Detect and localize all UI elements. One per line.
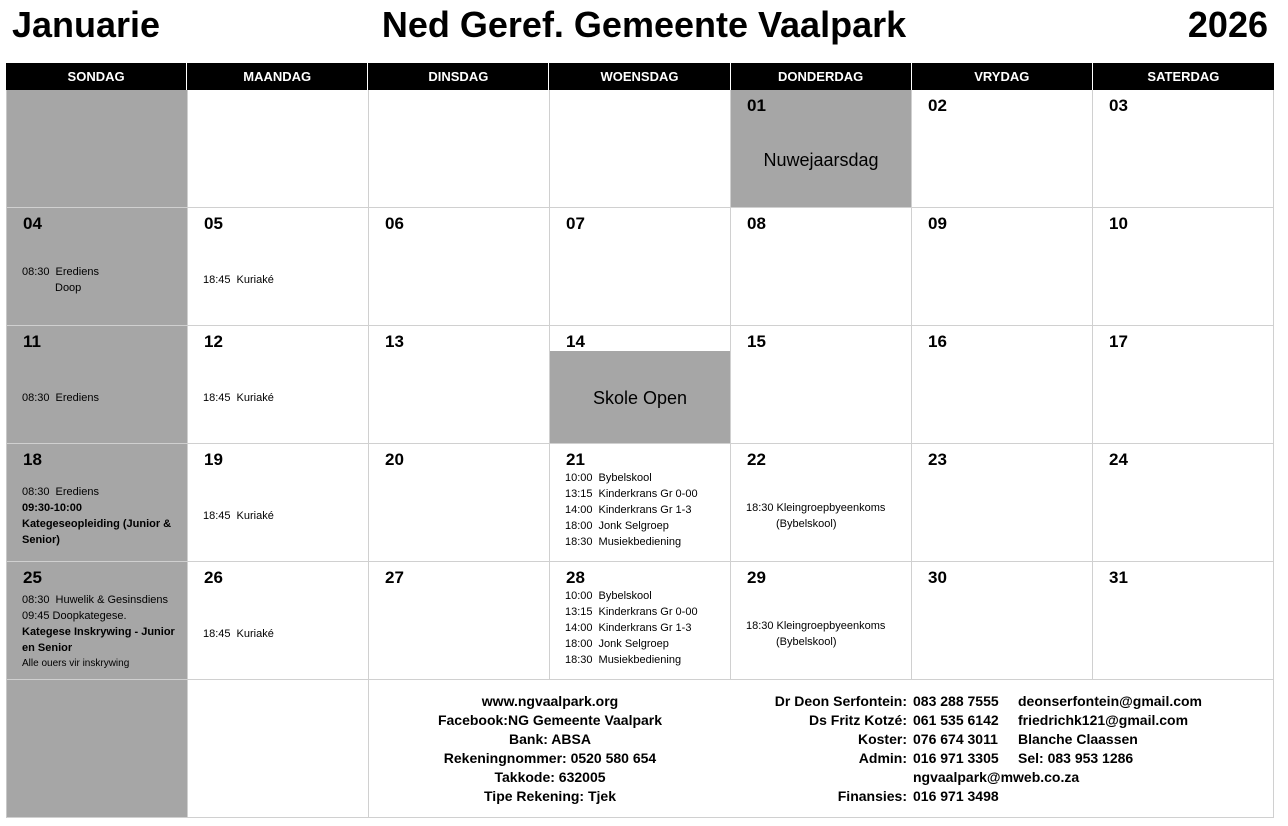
contact-label (757, 768, 907, 787)
day-number: 20 (385, 450, 404, 469)
event-time: 08:30 (22, 486, 50, 498)
event-list (565, 588, 726, 668)
day-cell-17[interactable] (1093, 326, 1274, 444)
event-text: Erediens (55, 392, 99, 404)
event-text: Kategese Inskrywing - Junior en Senior (22, 626, 175, 654)
weekday-header (6, 63, 1274, 90)
day-number: 10 (1109, 214, 1128, 233)
contact-label: Admin: (858, 750, 907, 766)
calendar-header (0, 0, 1288, 60)
event-text: Kinderkrans Gr 0-00 (598, 606, 698, 618)
event-text: Kategeseopleiding (Junior & Senior) (22, 518, 172, 546)
contact-label: Dr Deon Serfontein: (774, 693, 907, 709)
contact-row (757, 749, 1202, 768)
day-number: 28 (566, 568, 585, 587)
day-number: 03 (1109, 96, 1128, 115)
event-text: Kuriaké (236, 628, 274, 640)
admin-email[interactable]: ngvaalpark@mweb.co.za (913, 769, 1080, 785)
event-text: Erediens (55, 486, 99, 498)
day-cell-30[interactable] (912, 562, 1093, 680)
church-info (369, 692, 731, 806)
calendar-grid (6, 90, 1274, 680)
event-time: 08:30 (22, 594, 50, 606)
contact-email[interactable]: friedrichk121@gmail.com (1018, 712, 1189, 728)
contact-phone: 083 288 7555 (913, 693, 999, 709)
event-text: Kuriaké (236, 392, 274, 404)
event-text: Huwelik & Gesinsdiens (55, 594, 169, 606)
day-cell-16[interactable] (912, 326, 1093, 444)
event-time: 18:00 (565, 638, 593, 650)
contact-row (757, 768, 1202, 787)
footer-sunday-cell (7, 680, 188, 818)
bank-name: Bank: ABSA (509, 731, 591, 747)
day-cell-12[interactable] (188, 326, 369, 444)
day-number: 16 (928, 332, 947, 351)
event-time: 09:45 (22, 610, 50, 622)
day-number: 21 (566, 450, 585, 469)
weekday-sat: SATERDAG (1147, 69, 1220, 84)
website-link[interactable]: www.ngvaalpark.org (481, 693, 619, 709)
event-time: 10:00 (565, 590, 593, 602)
holiday-label: Nuwejaarsdag (763, 150, 879, 170)
event-time: 10:00 (565, 472, 593, 484)
weekday-thu: DONDERDAG (731, 63, 912, 90)
event-text: Jonk Selgroep (598, 520, 669, 532)
event-text: Kinderkrans Gr 1-3 (598, 622, 692, 634)
day-cell-24[interactable] (1093, 444, 1274, 562)
facebook-link[interactable]: Facebook:NG Gemeente Vaalpark (437, 712, 663, 728)
empty-cell (188, 90, 369, 208)
day-number: 17 (1109, 332, 1128, 351)
year-title: 2026 (1187, 4, 1268, 45)
day-cell-01[interactable] (731, 90, 912, 208)
day-number: 25 (23, 568, 42, 587)
day-number: 19 (204, 450, 223, 469)
day-cell-21[interactable] (550, 444, 731, 562)
contact-row (757, 711, 1202, 730)
event-label: Skole Open (592, 388, 688, 408)
day-cell-31[interactable] (1093, 562, 1274, 680)
day-cell-23[interactable] (912, 444, 1093, 562)
event-text: Musiekbediening (598, 654, 682, 666)
contact-row (757, 692, 1202, 711)
day-cell-05[interactable] (188, 208, 369, 326)
contact-row (757, 730, 1202, 749)
event-text: Bybelskool (598, 590, 652, 602)
day-cell-29[interactable] (731, 562, 912, 680)
day-number: 09 (928, 214, 947, 233)
event-time: 08:30 (22, 392, 50, 404)
day-number: 12 (204, 332, 223, 351)
event-time: 18:45 (203, 510, 231, 522)
event-time: 18:30 (746, 620, 774, 632)
contact-phone: 016 971 3498 (913, 788, 999, 804)
event-text: Kuriaké (236, 274, 274, 286)
day-cell-27[interactable] (369, 562, 550, 680)
day-number: 18 (23, 450, 42, 469)
day-number: 27 (385, 568, 404, 587)
event-time: 18:45 (203, 628, 231, 640)
event-time: 14:00 (565, 504, 593, 516)
day-number: 23 (928, 450, 947, 469)
event-list (22, 264, 183, 296)
day-cell-18[interactable] (7, 444, 188, 562)
event-time: 18:45 (203, 274, 231, 286)
event-time: 13:15 (565, 488, 593, 500)
event-text: (Bybelskool) (776, 518, 837, 530)
weekday-wed: WOENSDAG (549, 63, 730, 90)
event-time: 09:30-10:00 (22, 502, 82, 514)
weekday-sun: SONDAG (6, 63, 187, 90)
day-number: 30 (928, 568, 947, 587)
event-time: 14:00 (565, 622, 593, 634)
contact-label: Koster: (857, 731, 907, 747)
event-text: (Bybelskool) (776, 636, 837, 648)
event-list (203, 272, 364, 288)
empty-cell (7, 90, 188, 208)
day-cell-09[interactable] (912, 208, 1093, 326)
day-cell-03[interactable] (1093, 90, 1274, 208)
contact-phone: 016 971 3305 (913, 750, 999, 766)
weekday-fri: VRYDAG (912, 63, 1093, 90)
day-number: 13 (385, 332, 404, 351)
day-number: 29 (747, 568, 766, 587)
day-number: 15 (747, 332, 766, 351)
day-cell-06[interactable] (369, 208, 550, 326)
day-cell-28[interactable] (550, 562, 731, 680)
day-cell-25[interactable] (7, 562, 188, 680)
day-number: 08 (747, 214, 766, 233)
day-cell-14[interactable] (550, 326, 731, 444)
day-number: 04 (23, 214, 42, 233)
empty-cell (550, 90, 731, 208)
event-list (22, 390, 183, 406)
footer-info (369, 680, 1274, 818)
event-text: Kleingroepbyeenkoms (776, 620, 886, 632)
event-list (565, 470, 726, 550)
empty-cell (369, 90, 550, 208)
contact-phone: 061 535 6142 (913, 712, 999, 728)
footer (6, 680, 1274, 818)
event-list (203, 508, 364, 524)
day-cell-04[interactable] (7, 208, 188, 326)
day-number: 11 (23, 332, 41, 351)
event-text: Bybelskool (598, 472, 652, 484)
contact-name: Blanche Claassen (1018, 731, 1138, 747)
event-time: 18:45 (203, 392, 231, 404)
calendar (6, 63, 1274, 818)
event-time: 13:15 (565, 606, 593, 618)
event-time: 18:30 (565, 536, 593, 548)
day-number: 06 (385, 214, 404, 233)
contact-label: Ds Fritz Kotzé: (809, 712, 907, 728)
day-number: 05 (204, 214, 223, 233)
event-text: Doop (55, 282, 82, 294)
event-time: 18:30 (565, 654, 593, 666)
event-text: Kinderkrans Gr 0-00 (598, 488, 698, 500)
day-cell-15[interactable] (731, 326, 912, 444)
church-title: Ned Geref. Gemeente Vaalpark (381, 4, 907, 45)
day-number: 14 (566, 332, 585, 351)
event-text: Alle ouers vir inskrywing (22, 658, 130, 669)
event-list (22, 484, 183, 548)
weekday-mon: MAANDAG (187, 63, 368, 90)
day-number: 07 (566, 214, 585, 233)
event-time: 08:30 (22, 266, 50, 278)
event-text: Kleingroepbyeenkoms (776, 502, 886, 514)
event-time: 18:30 (746, 502, 774, 514)
day-number: 02 (928, 96, 947, 115)
contact-list (757, 692, 1202, 806)
day-cell-20[interactable] (369, 444, 550, 562)
contact-row (757, 787, 1202, 806)
month-title: Januarie (12, 4, 161, 45)
day-cell-13[interactable] (369, 326, 550, 444)
event-list (203, 626, 364, 642)
footer-empty-cell (188, 680, 369, 818)
weekday-tue: DINSDAG (368, 63, 549, 90)
event-time: 18:00 (565, 520, 593, 532)
contact-phone: 076 674 3011 (913, 731, 998, 747)
day-number: 01 (747, 96, 766, 115)
day-cell-26[interactable] (188, 562, 369, 680)
contact-cell: Sel: 083 953 1286 (1018, 750, 1134, 766)
event-text: Kuriaké (236, 510, 274, 522)
contact-email[interactable]: deonserfontein@gmail.com (1018, 693, 1203, 709)
day-number: 31 (1109, 568, 1128, 587)
day-cell-07[interactable] (550, 208, 731, 326)
event-list (746, 618, 907, 650)
contact-label: Finansies: (837, 788, 907, 804)
event-text: Musiekbediening (598, 536, 682, 548)
day-cell-11[interactable] (7, 326, 188, 444)
account-type: Tipe Rekening: Tjek (484, 788, 616, 804)
day-cell-10[interactable] (1093, 208, 1274, 326)
event-text: Kinderkrans Gr 1-3 (598, 504, 692, 516)
day-number: 22 (747, 450, 766, 469)
account-number: Rekeningnommer: 0520 580 654 (443, 750, 657, 766)
event-text: Erediens (55, 266, 99, 278)
day-number: 24 (1109, 450, 1128, 469)
event-text: Jonk Selgroep (598, 638, 669, 650)
event-text: Doopkategese. (52, 610, 127, 622)
day-cell-22[interactable] (731, 444, 912, 562)
event-list (22, 592, 183, 672)
event-list (203, 390, 364, 406)
day-number: 26 (204, 568, 223, 587)
branch-code: Takkode: 632005 (494, 769, 606, 785)
day-cell-08[interactable] (731, 208, 912, 326)
event-list (746, 500, 907, 532)
day-cell-19[interactable] (188, 444, 369, 562)
day-cell-02[interactable] (912, 90, 1093, 208)
